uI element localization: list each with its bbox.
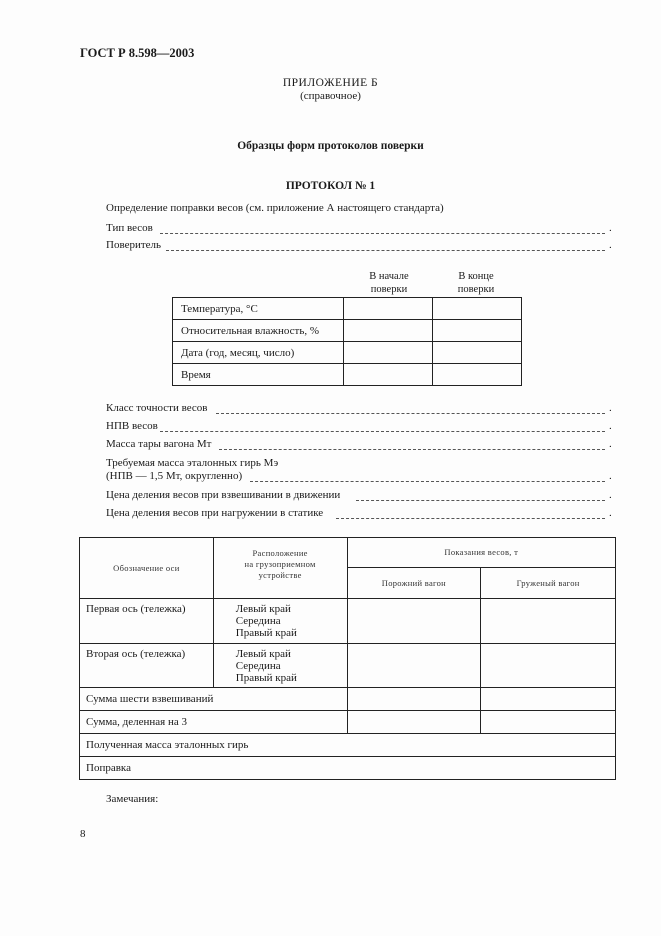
cell-value: [481, 688, 616, 711]
dot: .: [609, 470, 612, 482]
position-middle: Середина: [235, 615, 281, 627]
table-row: [80, 688, 616, 711]
table-row: [80, 757, 616, 780]
row-temperature: Температура, °С: [173, 298, 344, 320]
header-loaded-wagon: Груженый вагон: [481, 568, 616, 599]
results-table: [79, 537, 616, 780]
table-row: [173, 320, 522, 342]
axis-2-positions: [213, 644, 347, 688]
row-humidity: Относительная влажность, %: [173, 320, 344, 342]
table-row: [80, 644, 616, 688]
col-start-header: [346, 270, 432, 296]
cell-value: [433, 342, 522, 364]
notes-label: Замечания:: [106, 793, 159, 805]
table-row: [173, 364, 522, 386]
div-static-label: Цена деления весов при нагружении в статике: [106, 507, 324, 519]
cell-value: [481, 644, 616, 688]
position-left: Левый край: [235, 603, 291, 615]
conditions-table: [172, 297, 522, 386]
axis-1-positions: [213, 599, 347, 644]
cell-value: [347, 644, 481, 688]
header-position-line3: устройстве: [258, 570, 302, 580]
col-start-line2: поверки: [370, 284, 408, 295]
div-motion-label: Цена деления весов при взвешивании в движении: [106, 489, 341, 501]
accuracy-class-fill: [216, 413, 605, 414]
dot: .: [609, 489, 612, 501]
cell-value: [433, 298, 522, 320]
scale-type-fill: [160, 233, 605, 234]
table-row: [173, 342, 522, 364]
col-end-header: [433, 270, 519, 296]
header-position-line2: на грузоприемном: [244, 559, 316, 569]
cell-value: [481, 711, 616, 734]
intro-line: Определение поправки весов (см. приложение А настоящего стандарта): [106, 202, 444, 214]
dot: .: [609, 222, 612, 234]
cell-value: [347, 711, 481, 734]
table-row: [173, 298, 522, 320]
axis-1-label: Первая ось (тележка): [80, 599, 214, 644]
position-right: Правый край: [235, 672, 297, 684]
correction-label: Поправка: [80, 757, 616, 780]
ref-mass-label: Требуемая масса эталонных гирь Mэ: [106, 457, 279, 469]
header-empty-wagon: Порожний вагон: [347, 568, 481, 599]
div-static-fill: [336, 518, 605, 519]
cell-value: [347, 599, 481, 644]
cell-value: [344, 364, 433, 386]
header-axis: Обозначение оси: [80, 538, 214, 599]
table-row: [80, 711, 616, 734]
tare-mass-fill: [219, 449, 605, 450]
verifier-fill: [166, 250, 605, 251]
document-header: ГОСТ Р 8.598—2003: [80, 46, 195, 60]
accuracy-class-label: Класс точности весов: [106, 402, 208, 414]
npv-label: НПВ весов: [106, 420, 158, 432]
cell-value: [344, 320, 433, 342]
axis-2-label: Вторая ось (тележка): [80, 644, 214, 688]
dot: .: [609, 507, 612, 519]
sum-div3-label: Сумма, деленная на 3: [80, 711, 348, 734]
div-motion-fill: [356, 500, 605, 501]
dot: .: [609, 402, 612, 414]
cell-value: [344, 298, 433, 320]
dot: .: [609, 420, 612, 432]
cell-value: [344, 342, 433, 364]
table-row: [80, 734, 616, 757]
dot: .: [609, 239, 612, 251]
position-left: Левый край: [235, 648, 291, 660]
header-position-line1: Расположение: [252, 548, 308, 558]
row-date: Дата (год, месяц, число): [173, 342, 344, 364]
cell-value: [347, 688, 481, 711]
table-row: [80, 599, 616, 644]
position-middle: Середина: [235, 660, 281, 672]
verifier-label: Поверитель: [106, 239, 162, 251]
sum-six-label: Сумма шести взвешиваний: [80, 688, 348, 711]
ref-mass-formula: (НПВ — 1,5 Mт, округленно): [106, 470, 243, 482]
scale-type-label: Тип весов: [106, 222, 153, 234]
npv-fill: [160, 431, 605, 432]
position-right: Правый край: [235, 627, 297, 639]
header-position: [213, 538, 347, 599]
appendix-title: ПРИЛОЖЕНИЕ Б: [282, 77, 379, 89]
appendix-subtitle: (справочное): [300, 90, 361, 102]
col-end-line1: В конце: [458, 271, 494, 282]
row-time: Время: [173, 364, 344, 386]
tare-mass-label: Масса тары вагона Mт: [106, 438, 212, 450]
header-readings: Показания весов, т: [347, 538, 615, 568]
dot: .: [609, 438, 612, 450]
ref-mass-fill: [250, 481, 605, 482]
table-row: [80, 538, 616, 568]
forms-title: Образцы форм протоколов поверки: [237, 140, 424, 152]
obtained-mass-label: Полученная масса эталонных гирь: [80, 734, 616, 757]
cell-value: [433, 364, 522, 386]
col-start-line1: В начале: [369, 271, 409, 282]
page-number: 8: [80, 828, 86, 840]
cell-value: [433, 320, 522, 342]
protocol-title: ПРОТОКОЛ № 1: [285, 180, 376, 192]
cell-value: [481, 599, 616, 644]
col-end-line2: поверки: [457, 284, 495, 295]
